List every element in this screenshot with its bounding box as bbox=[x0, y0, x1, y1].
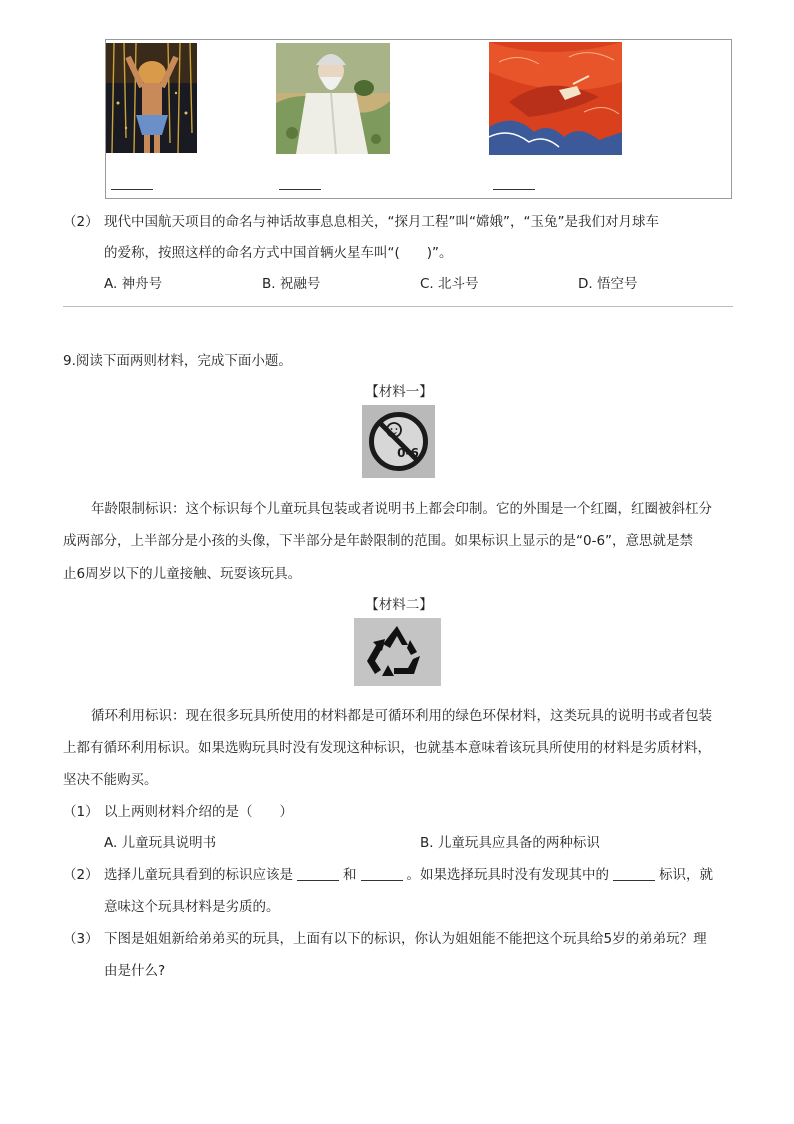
age-limit-sign-text: 0-6 bbox=[397, 446, 419, 460]
answer-blank-1[interactable] bbox=[111, 189, 153, 190]
material-1-line3: 止6周岁以下的儿童接触、玩耍该玩具。 bbox=[63, 566, 302, 582]
q9-sub3-line2: 由是什么? bbox=[104, 963, 166, 979]
q9-sub3-number: （3） bbox=[63, 931, 99, 947]
q9-blank-2[interactable] bbox=[361, 866, 403, 881]
q8-option-d[interactable]: D. 悟空号 bbox=[578, 276, 638, 292]
q9-sub2-part1: 选择儿童玩具看到的标识应该是 bbox=[104, 867, 293, 883]
material-1-line1: 年龄限制标识：这个标识每个儿童玩具包装或者说明书上都会印制。它的外围是一个红圈，红圈被斜杠分 bbox=[91, 501, 712, 517]
q9-title: 9.阅读下面两则材料，完成下面小题。 bbox=[63, 353, 292, 369]
q9-sub2-part2: 和 bbox=[343, 867, 357, 883]
q8-sub2-line2: 的爱称，按照这样的命名方式中国首辆火星车叫“( )”。 bbox=[104, 245, 453, 261]
myth-picture-1 bbox=[106, 43, 197, 153]
material-1-line2: 成两部分，上半部分是小孩的头像，下半部分是年龄限制的范围。如果标识上显示的是“0-6”，意思就是禁 bbox=[63, 533, 694, 549]
age-limit-sign-image bbox=[362, 405, 435, 478]
material-2-line1: 循环利用标识：现在很多玩具所使用的材料都是可循环利用的绿色环保材料，这类玩具的说明书或者包装 bbox=[91, 708, 712, 724]
section-divider bbox=[63, 306, 733, 307]
answer-blank-3[interactable] bbox=[493, 189, 535, 190]
q8-option-a[interactable]: A. 神舟号 bbox=[104, 276, 163, 292]
q8-sub2-line1: 现代中国航天项目的命名与神话故事息息相关，“探月工程”叫“嫦娥”，“玉兔”是我们对月球车 bbox=[104, 214, 659, 230]
myth-picture-2 bbox=[276, 43, 390, 154]
q9-sub2-part3: 。如果选择玩具时没有发现其中的 bbox=[406, 867, 609, 883]
material-2-heading: 【材料二】 bbox=[365, 597, 433, 613]
material-2-line2: 上都有循环利用标识。如果选购玩具时没有发现这种标识，也就基本意味着该玩具所使用的材料是劣质材料， bbox=[63, 740, 711, 756]
q9-sub2-number: （2） bbox=[63, 867, 99, 883]
q9-blank-3[interactable] bbox=[613, 866, 655, 881]
material-1-heading: 【材料一】 bbox=[365, 384, 433, 400]
q9-sub1-number: （1） bbox=[63, 804, 99, 820]
q8-option-c[interactable]: C. 北斗号 bbox=[420, 276, 479, 292]
q9-option-b[interactable]: B. 儿童玩具应具备的两种标识 bbox=[420, 835, 600, 851]
q9-blank-1[interactable] bbox=[297, 866, 339, 881]
answer-blank-2[interactable] bbox=[279, 189, 321, 190]
q8-option-b[interactable]: B. 祝融号 bbox=[262, 276, 321, 292]
image-question-box bbox=[105, 39, 732, 199]
q9-sub2-line1 bbox=[104, 863, 713, 883]
q9-option-a[interactable]: A. 儿童玩具说明书 bbox=[104, 835, 217, 851]
q9-sub1-text: 以上两则材料介绍的是（ ） bbox=[104, 804, 293, 820]
q9-sub2-part4: 标识，就 bbox=[659, 867, 713, 883]
q8-sub2-number: （2） bbox=[63, 214, 99, 230]
q9-sub2-line2: 意味这个玩具材料是劣质的。 bbox=[104, 899, 280, 915]
q9-sub3-line1: 下图是姐姐新给弟弟买的玩具，上面有以下的标识，你认为姐姐能不能把这个玩具给5岁的弟弟玩？理 bbox=[104, 931, 707, 947]
myth-picture-3 bbox=[489, 42, 622, 155]
material-2-line3: 坚决不能购买。 bbox=[63, 772, 158, 788]
recycle-sign-image bbox=[354, 618, 441, 686]
